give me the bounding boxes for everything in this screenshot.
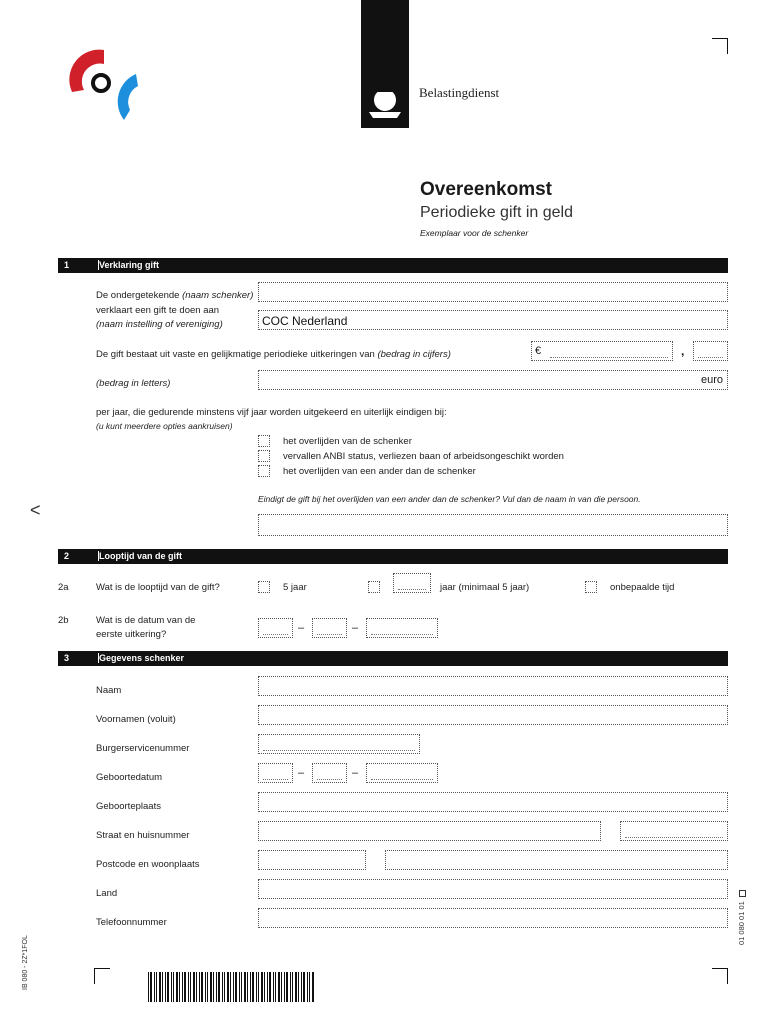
- q2a-label: Wat is de looptijd van de gift?: [96, 582, 220, 593]
- birth-day-input[interactable]: [258, 763, 293, 783]
- section-number: 3: [64, 653, 70, 663]
- house-number-input[interactable]: [620, 821, 728, 841]
- barcode-bar: [173, 972, 174, 1002]
- barcode-bar: [176, 972, 178, 1002]
- birth-month-input[interactable]: [312, 763, 347, 783]
- barcode-bar: [205, 972, 206, 1002]
- section-title: Verklaring gift: [99, 260, 160, 270]
- name-input[interactable]: [258, 676, 728, 696]
- barcode-bar: [165, 972, 166, 1002]
- amount-digits-input[interactable]: €: [531, 341, 673, 361]
- birth-date-label: Geboortedatum: [96, 772, 163, 783]
- option-other-death-label: het overlijden van een ander dan de schenker: [283, 466, 476, 477]
- bsn-label: Burgerservicenummer: [96, 743, 190, 754]
- duration-indefinite-checkbox[interactable]: [585, 581, 597, 593]
- barcode-bar: [159, 972, 161, 1002]
- first-payment-month-input[interactable]: [312, 618, 347, 638]
- barcode-bar: [278, 972, 280, 1002]
- barcode-bar: [201, 972, 203, 1002]
- duration-custom-label: jaar (minimaal 5 jaar): [440, 582, 530, 593]
- barcode-bar: [199, 972, 200, 1002]
- barcode-bar: [196, 972, 197, 1002]
- section-number: 1: [64, 260, 70, 270]
- barcode-bar: [303, 972, 305, 1002]
- coat-of-arms-icon: [361, 0, 409, 128]
- barcode-bar: [218, 972, 220, 1002]
- barcode-bar: [213, 972, 214, 1002]
- barcode-bar: [269, 972, 271, 1002]
- duration-indefinite-label: onbepaalde tijd: [610, 582, 675, 593]
- barcode-bar: [230, 972, 231, 1002]
- institution-label: (naam instelling of vereniging): [96, 319, 223, 330]
- barcode-bar: [233, 972, 234, 1002]
- barcode-bar: [184, 972, 186, 1002]
- first-names-label: Voornamen (voluit): [96, 714, 176, 725]
- barcode-bar: [156, 972, 157, 1002]
- barcode-bar: [224, 972, 225, 1002]
- duration-5-checkbox[interactable]: [258, 581, 270, 593]
- barcode-bar: [264, 972, 265, 1002]
- date-separator: –: [352, 767, 359, 779]
- barcode-bar: [267, 972, 268, 1002]
- barcode-bar: [150, 972, 152, 1002]
- barcode-bar: [216, 972, 217, 1002]
- period-text: per jaar, die gedurende minstens vijf jaar worden uitgekeerd en uiterlijk eindigen bij:: [96, 407, 447, 418]
- page-title: Overeenkomst: [420, 179, 553, 200]
- barcode-bar: [210, 972, 212, 1002]
- section-title: Gegevens schenker: [99, 653, 185, 663]
- q2a-number: 2a: [58, 582, 69, 593]
- barcode-bar: [167, 972, 169, 1002]
- street-input[interactable]: [258, 821, 601, 841]
- street-label: Straat en huisnummer: [96, 830, 190, 841]
- barcode-bar: [284, 972, 285, 1002]
- duration-5-label: 5 jaar: [283, 582, 307, 593]
- option-donor-death-label: het overlijden van de schenker: [283, 436, 412, 447]
- barcode-bar: [222, 972, 223, 1002]
- duration-years-input[interactable]: [393, 573, 431, 593]
- barcode-bar: [179, 972, 180, 1002]
- phone-label: Telefoonnummer: [96, 917, 167, 928]
- section-3-header: [58, 651, 728, 666]
- form-mark-square: [739, 890, 746, 897]
- barcode-bar: [227, 972, 229, 1002]
- q2b-number: 2b: [58, 615, 69, 626]
- other-person-note: Eindigt de gift bij het overlijden van een ander dan de schenker? Vul dan de naam in van die persoon.: [258, 494, 641, 504]
- section-1-header: [58, 258, 728, 273]
- barcode-bar: [273, 972, 274, 1002]
- q2b-label-line2: eerste uitkering?: [96, 629, 167, 640]
- barcode-bar: [295, 972, 297, 1002]
- date-separator: –: [298, 622, 305, 634]
- undersigned-label: De ondergetekende (naam schenker): [96, 290, 254, 301]
- birth-place-label: Geboorteplaats: [96, 801, 161, 812]
- phone-input[interactable]: [258, 908, 728, 928]
- barcode-bar: [247, 972, 248, 1002]
- postcode-input[interactable]: [258, 850, 366, 870]
- institution-input[interactable]: COC Nederland: [258, 310, 728, 330]
- bsn-input[interactable]: [258, 734, 420, 754]
- first-payment-day-input[interactable]: [258, 618, 293, 638]
- copy-note: Exemplaar voor de schenker: [420, 228, 529, 238]
- barcode-bar: [307, 972, 308, 1002]
- barcode-bar: [241, 972, 242, 1002]
- option-donor-death-checkbox[interactable]: [258, 435, 270, 447]
- letters-label: (bedrag in letters): [96, 378, 171, 389]
- option-other-death-checkbox[interactable]: [258, 465, 270, 477]
- donor-name-input[interactable]: [258, 282, 728, 302]
- first-payment-year-input[interactable]: [366, 618, 438, 638]
- corner-mark-bottom-right: [712, 968, 728, 984]
- option-anbi-checkbox[interactable]: [258, 450, 270, 462]
- barcode-bar: [281, 972, 282, 1002]
- barcode-bar: [286, 972, 288, 1002]
- corner-mark-bottom-left: [94, 968, 110, 984]
- corner-mark-top-right: [712, 38, 728, 54]
- q2b-label-line1: Wat is de datum van de: [96, 615, 196, 626]
- barcode-bar: [235, 972, 237, 1002]
- city-input[interactable]: [385, 850, 728, 870]
- date-separator: –: [298, 767, 305, 779]
- barcode-bar: [309, 972, 310, 1002]
- section-title: Looptijd van de gift: [99, 551, 182, 561]
- barcode-bar: [207, 972, 208, 1002]
- barcode-bar: [275, 972, 276, 1002]
- barcode-bar: [239, 972, 240, 1002]
- page-subtitle: Periodieke gift in geld: [420, 204, 573, 221]
- decimal-comma: ,: [681, 344, 685, 358]
- country-label: Land: [96, 888, 118, 899]
- coc-logo: [58, 40, 148, 125]
- barcode-bar: [250, 972, 251, 1002]
- amount-cents-input[interactable]: [693, 341, 728, 361]
- barcode-bar: [301, 972, 302, 1002]
- barcode-bar: [261, 972, 263, 1002]
- barcode-bar: [190, 972, 191, 1002]
- amount-label: De gift bestaat uit vaste en gelijkmatige periodieke uitkeringen van (bedrag in cijfers): [96, 349, 451, 360]
- barcode-bar: [193, 972, 195, 1002]
- barcode-bar: [252, 972, 254, 1002]
- brand-name: Belastingdienst: [419, 85, 500, 100]
- barcode-bar: [171, 972, 172, 1002]
- barcode-bar: [182, 972, 183, 1002]
- barcode-bar: [244, 972, 246, 1002]
- barcode-bar: [148, 972, 149, 1002]
- birth-year-input[interactable]: [366, 763, 438, 783]
- barcode-bar: [154, 972, 155, 1002]
- section-2-header: [58, 549, 728, 564]
- barcode-bar: [162, 972, 163, 1002]
- date-separator: –: [352, 622, 359, 634]
- barcode: [148, 972, 318, 1002]
- options-note: (u kunt meerdere opties aankruisen): [96, 421, 233, 431]
- barcode-bar: [256, 972, 257, 1002]
- barcode-bar: [298, 972, 299, 1002]
- barcode-bar: [290, 972, 291, 1002]
- barcode-bar: [292, 972, 293, 1002]
- section-number: 2: [64, 551, 70, 561]
- name-label: Naam: [96, 685, 122, 696]
- barcode-bar: [188, 972, 189, 1002]
- birth-place-input[interactable]: [258, 792, 728, 812]
- form-code-right: 01 080 01 01: [737, 901, 746, 945]
- government-logo-bar: [361, 0, 409, 128]
- barcode-bar: [312, 972, 314, 1002]
- option-anbi-label: vervallen ANBI status, verliezen baan of arbeidsongeschikt worden: [283, 451, 564, 462]
- postcode-city-label: Postcode en woonplaats: [96, 859, 200, 870]
- side-arrow: <: [30, 500, 41, 520]
- first-names-input[interactable]: [258, 705, 728, 725]
- other-person-name-input[interactable]: [258, 514, 728, 536]
- barcode-bar: [258, 972, 259, 1002]
- duration-custom-checkbox[interactable]: [368, 581, 380, 593]
- amount-letters-input[interactable]: euro: [258, 370, 728, 390]
- form-code-left: IB 080 - 2Z*1FOL: [22, 935, 29, 990]
- country-input[interactable]: [258, 879, 728, 899]
- declares-label: verklaart een gift te doen aan: [96, 305, 220, 316]
